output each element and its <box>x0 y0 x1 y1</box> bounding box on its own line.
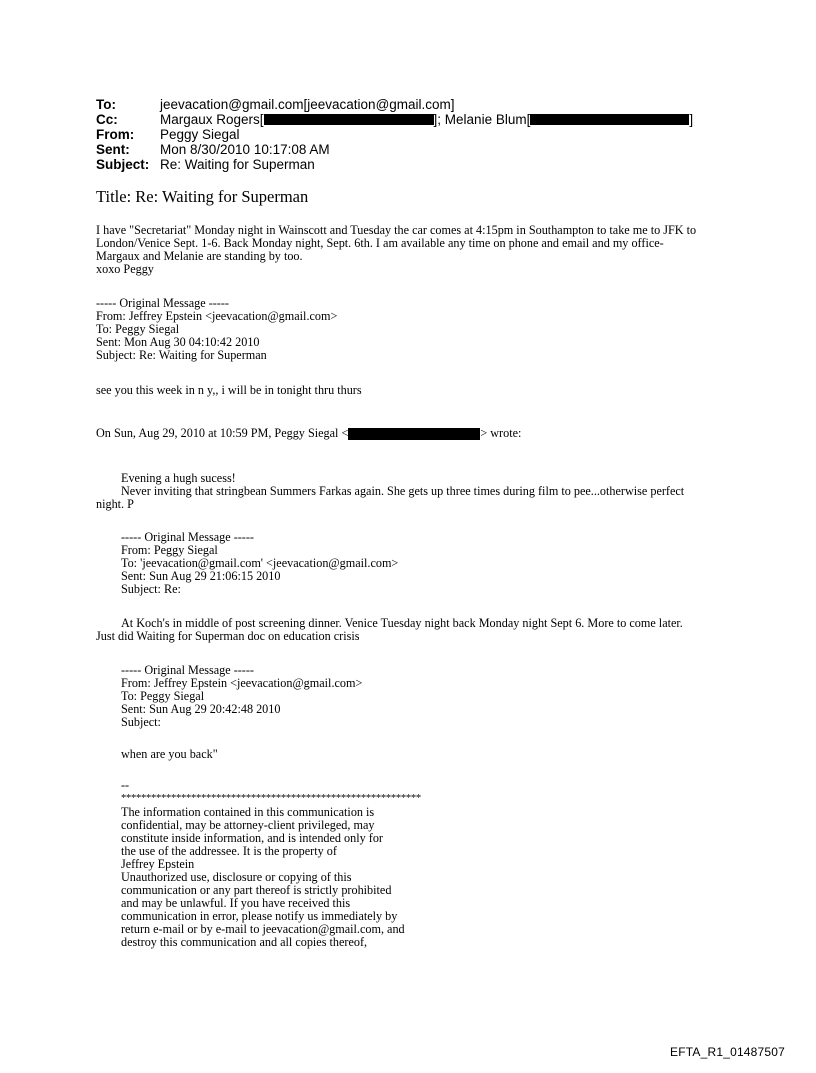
document-id-footer: EFTA_R1_01487507 <box>670 1045 786 1059</box>
cc-value <box>160 112 693 127</box>
original-from: From: Jeffrey Epstein <jeevacation@gmail.com> <box>121 676 363 690</box>
disclaimer-line: return e-mail or by e-mail to jeevacation@gmail.com, and <box>121 922 405 936</box>
original-from: From: Peggy Siegal <box>121 543 218 557</box>
disclaimer-line: destroy this communication and all copies thereof, <box>121 935 368 949</box>
quoted-paragraph <box>121 472 684 498</box>
quoted-line: when are you back" <box>121 747 218 761</box>
attribution-text: On Sun, Aug 29, 2010 at 10:59 PM, Peggy Siegal < <box>96 426 349 440</box>
quoted-line: Never inviting that stringbean Summers Farkas again. She gets up three times during film to pee...otherwise perfect <box>121 484 685 498</box>
quoted-line: Evening a hugh sucess! <box>121 471 236 485</box>
original-message-divider: ----- Original Message ----- <box>121 663 254 677</box>
redaction-bar <box>348 428 480 440</box>
disclaimer-line: The information contained in this communication is <box>121 805 375 819</box>
quoted-line: At Koch's in middle of post screening dinner. Venice Tuesday night back Monday night Sept 6. More to come later. <box>121 616 683 630</box>
original-to: To: Peggy Siegal <box>121 689 205 703</box>
original-subject: Subject: Re: Waiting for Superman <box>96 348 267 362</box>
quoted-line: Just did Waiting for Superman doc on education crisis <box>96 629 360 643</box>
body-line: I have "Secretariat" Monday night in Wainscott and Tuesday the car comes at 4:15pm in Southampton to take me to JFK to <box>96 223 697 237</box>
cc-name-1: Margaux Rogers[ <box>160 112 264 127</box>
disclaimer-line: communication or any part thereof is strictly prohibited <box>121 883 392 897</box>
subject-value: Re: Waiting for Superman <box>160 157 315 172</box>
attribution-wrote: > wrote: <box>480 426 522 440</box>
disclaimer-line: the use of the addressee. It is the property of <box>121 844 337 858</box>
original-message-header <box>121 531 398 596</box>
to-value: jeevacation@gmail.com[jeevacation@gmail.com] <box>160 97 455 112</box>
reply-text: see you this week in n y,, i will be in tonight thru thurs <box>96 383 362 397</box>
original-subject: Subject: <box>121 715 161 729</box>
disclaimer <box>121 806 405 949</box>
from-value: Peggy Siegal <box>160 127 240 142</box>
from-label: From: <box>96 127 135 142</box>
disclaimer-line: constitute inside information, and is intended only for <box>121 831 383 845</box>
original-message-divider: ----- Original Message ----- <box>121 530 254 544</box>
original-sent: Sent: Sun Aug 29 20:42:48 2010 <box>121 702 281 716</box>
original-from: From: Jeffrey Epstein <jeevacation@gmail.com> <box>96 309 338 323</box>
redaction-bar <box>264 114 434 125</box>
disclaimer-line: Jeffrey Epstein <box>121 857 195 871</box>
cc-close: ] <box>689 112 694 127</box>
header-cc-row <box>96 112 693 127</box>
signature-stars: ************************************************************ <box>121 793 421 804</box>
signature-dashes: -- <box>121 778 130 792</box>
original-sent: Sent: Sun Aug 29 21:06:15 2010 <box>121 569 281 583</box>
email-header <box>96 97 693 172</box>
redaction-bar <box>530 114 689 125</box>
header-sent-row <box>96 142 693 157</box>
header-subject-row <box>96 157 693 172</box>
header-to-row <box>96 97 693 112</box>
original-message-header <box>96 297 337 362</box>
body-line: London/Venice Sept. 1-6. Back Monday night, Sept. 6th. I am available any time on phone and email and my office- <box>96 236 664 250</box>
sent-value: Mon 8/30/2010 10:17:08 AM <box>160 142 330 157</box>
disclaimer-line: and may be unlawful. If you have received this <box>121 896 351 910</box>
body-line: xoxo Peggy <box>96 262 154 276</box>
original-message-divider: ----- Original Message ----- <box>96 296 229 310</box>
quoted-attribution <box>96 427 521 440</box>
cc-label: Cc: <box>96 112 118 127</box>
body-line: Margaux and Melanie are standing by too. <box>96 249 303 263</box>
body-paragraph <box>96 224 696 276</box>
original-subject: Subject: Re: <box>121 582 181 596</box>
subject-label: Subject: <box>96 157 150 172</box>
original-to: To: 'jeevacation@gmail.com' <jeevacation@gmail.com> <box>121 556 399 570</box>
sent-label: Sent: <box>96 142 130 157</box>
header-from-row <box>96 127 693 142</box>
to-label: To: <box>96 97 116 112</box>
original-to: To: Peggy Siegal <box>96 322 180 336</box>
original-sent: Sent: Mon Aug 30 04:10:42 2010 <box>96 335 260 349</box>
message-title: Title: Re: Waiting for Superman <box>96 187 309 206</box>
disclaimer-line: Unauthorized use, disclosure or copying of this <box>121 870 352 884</box>
original-message-header <box>121 664 362 729</box>
disclaimer-line: confidential, may be attorney-client privileged, may <box>121 818 375 832</box>
quoted-line: night. P <box>96 497 134 511</box>
cc-name-2: ]; Melanie Blum[ <box>433 112 531 127</box>
disclaimer-line: communication in error, please notify us immediately by <box>121 909 398 923</box>
